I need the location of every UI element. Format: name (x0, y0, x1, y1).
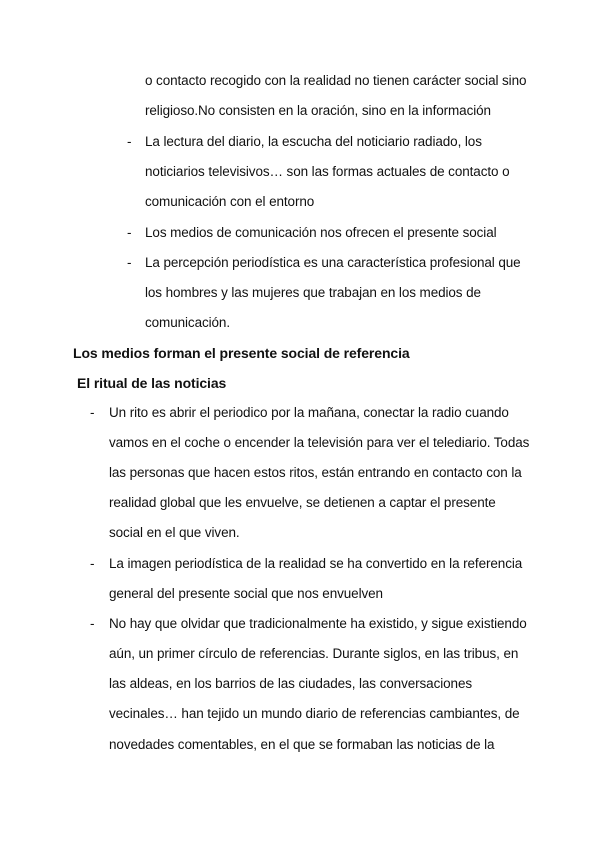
list-item-line: La imagen periodística de la realidad se ha convertido en la referencia (109, 556, 523, 571)
bullet-dash: - (90, 616, 95, 631)
list-item-line: No hay que olvidar que tradicionalmente ha existido, y sigue existiendo (109, 616, 527, 631)
list-item-line: comunicación. (145, 315, 230, 330)
bullet-dash: - (127, 225, 132, 240)
bullet-dash: - (127, 134, 132, 149)
bullet-dash: - (90, 405, 95, 420)
list-item-line: aún, un primer círculo de referencias. Durante siglos, en las tribus, en (109, 646, 519, 661)
list-item-line: comunicación con el entorno (145, 194, 315, 209)
list-item-line: La lectura del diario, la escucha del noticiario radiado, los (145, 134, 482, 149)
list-item-line: los hombres y las mujeres que trabajan en los medios de (145, 285, 481, 300)
list-item-line: La percepción periodística es una característica profesional que (145, 255, 521, 270)
list-item-line: las aldeas, en los barrios de las ciudades, las conversaciones (109, 676, 473, 691)
list-item-line: noticiarios televisivos… son las formas actuales de contacto o (145, 164, 510, 179)
list-item-line: general del presente social que nos envuelven (109, 586, 383, 601)
section-heading: Los medios forman el presente social de referencia (73, 345, 410, 361)
list-item-line: Los medios de comunicación nos ofrecen el presente social (145, 225, 497, 240)
bullet-dash: - (90, 556, 95, 571)
list-item-line: realidad global que les envuelve, se detienen a captar el presente (109, 495, 496, 510)
bullet-dash: - (127, 255, 132, 270)
subsection-heading: El ritual de las noticias (77, 375, 227, 391)
list-item-line: Un rito es abrir el periodico por la mañana, conectar la radio cuando (109, 405, 509, 420)
list-item-line: social en el que viven. (109, 525, 240, 540)
list-item-line: vamos en el coche o encender la televisión para ver el telediario. Todas (109, 435, 530, 450)
list-item-line: novedades comentables, en el que se formaban las noticias de la (109, 737, 495, 752)
paragraph-line: religioso.No consisten en la oración, sino en la información (145, 103, 491, 118)
paragraph-line: o contacto recogido con la realidad no tienen carácter social sino (145, 73, 527, 88)
list-item-line: vecinales… han tejido un mundo diario de referencias cambiantes, de (109, 706, 520, 721)
list-item-line: las personas que hacen estos ritos, están entrando en contacto con la (109, 465, 522, 480)
